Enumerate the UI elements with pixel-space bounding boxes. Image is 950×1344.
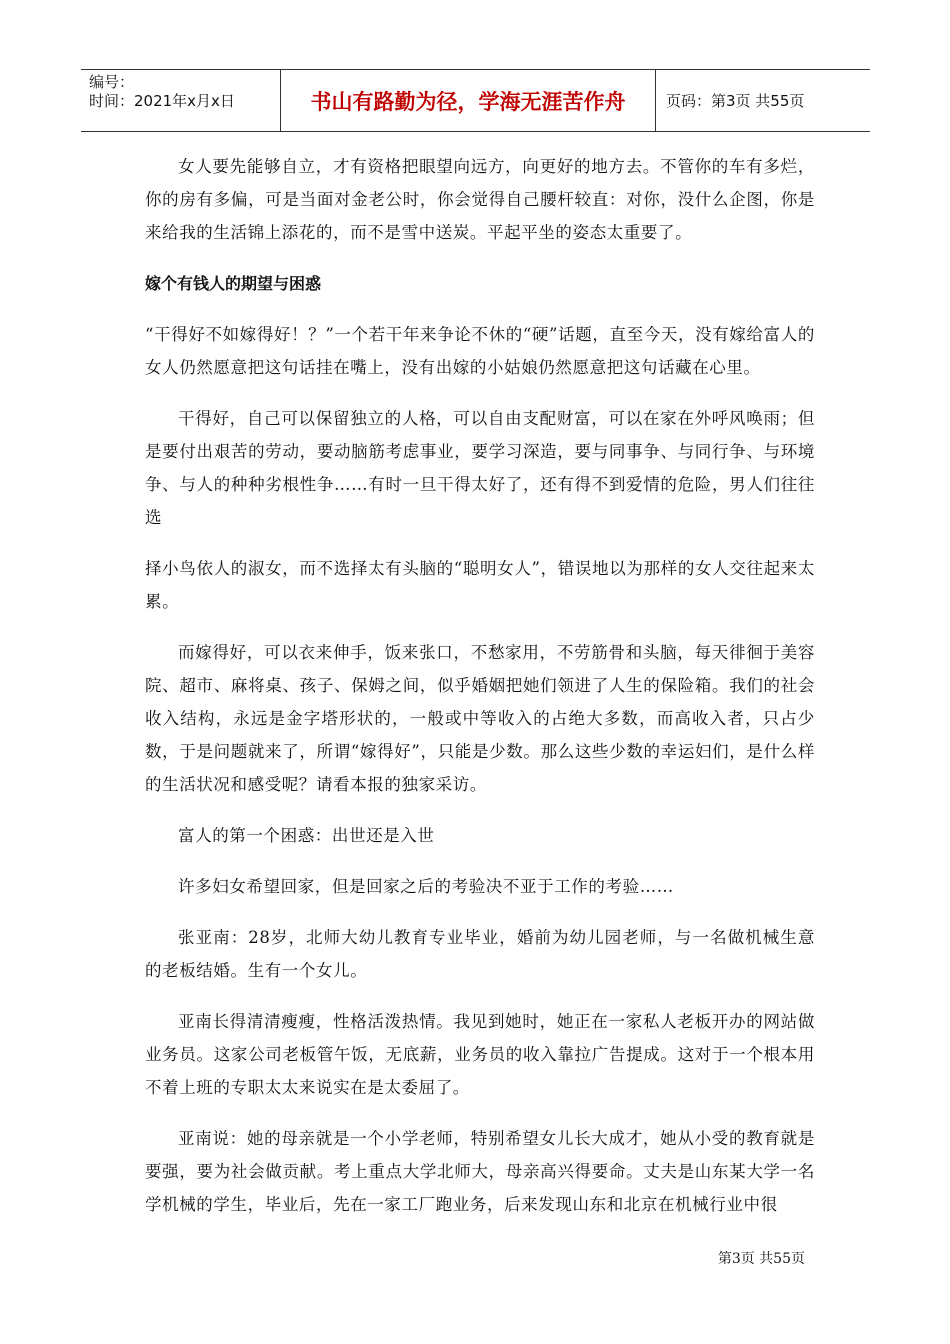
paragraph: 亚南长得清清瘦瘦，性格活泼热情。我见到她时，她正在一家私人老板开办的网站做业务员。这家公司老板管午饭，无底薪，业务员的收入靠拉广告提成。这对于一个根本用不着上班的专职太太来说实在是太委屈了。 bbox=[145, 1012, 815, 1097]
section-heading: 嫁个有钱人的期望与困惑 bbox=[145, 274, 322, 293]
paragraph: 许多妇女希望回家，但是回家之后的考验决不亚于工作的考验…… bbox=[178, 877, 674, 896]
paragraph: 而嫁得好，可以衣来伸手，饭来张口，不愁家用，不劳筋骨和头脑，每天徘徊于美容院、超市、麻将桌、孩子、保姆之间，似乎婚姻把她们领进了人生的保险箱。我们的社会收入结构，永远是金字塔形状的，一般或中等收入的占绝大多数，而高收入者，只占少数，于是问题就来了，所谓“嫁得好”，只能是少数。那么这些少数的幸运妇们，是什么样的生活状况和感受呢？请看本报的独家采访。 bbox=[145, 643, 815, 794]
page-header bbox=[81, 69, 870, 132]
paragraph: 富人的第一个困惑：出世还是入世 bbox=[178, 826, 435, 845]
document-body bbox=[145, 150, 815, 1239]
header-motto: 书山有路勤为径，学海无涯苦作舟 bbox=[281, 70, 656, 131]
paragraph: 女人要先能够自立，才有资格把眼望向远方，向更好的地方去。不管你的车有多烂，你的房有多偏，可是当面对金老公时，你会觉得自己腰杆较直：对你，没什么企图，你是来给我的生活锦上添花的，而不是雪中送炭。平起平坐的姿态太重要了。 bbox=[145, 157, 815, 242]
paragraph: 择小鸟依人的淑女，而不选择太有头脑的“聪明女人”，错误地以为那样的女人交往起来太累。 bbox=[145, 559, 815, 611]
paragraph: “干得好不如嫁得好！？”一个若干年来争论不休的“硬”话题，直至今天，没有嫁给富人的女人仍然愿意把这句话挂在嘴上，没有出嫁的小姑娘仍然愿意把这句话藏在心里。 bbox=[145, 325, 815, 377]
page-footer: 第3页 共55页 bbox=[717, 1251, 805, 1267]
header-meta bbox=[81, 70, 281, 131]
paragraph: 亚南说：她的母亲就是一个小学老师，特别希望女儿长大成才，她从小受的教育就是要强，要为社会做贡献。考上重点大学北师大，母亲高兴得要命。丈夫是山东某大学一名学机械的学生，毕业后，先在一家工厂跑业务，后来发现山东和北京在机械行业中很 bbox=[145, 1129, 815, 1214]
paragraph: 干得好，自己可以保留独立的人格，可以自由支配财富，可以在家在外呼风唤雨；但是要付出艰苦的劳动，要动脑筋考虑事业，要学习深造，要与同事争、与同行争、与环境争、与人的种种劣根性争……有时一旦干得太好了，还有得不到爱情的危险，男人们往往选 bbox=[145, 409, 815, 527]
paragraph: 张亚南：28岁，北师大幼儿教育专业毕业，婚前为幼儿园老师，与一名做机械生意的老板结婚。生有一个女儿。 bbox=[145, 928, 815, 980]
number-label: 编号： bbox=[89, 73, 135, 91]
time-label: 时间：2021年x月x日 bbox=[89, 92, 235, 110]
header-page-label: 页码：第3页 共55页 bbox=[666, 92, 805, 110]
